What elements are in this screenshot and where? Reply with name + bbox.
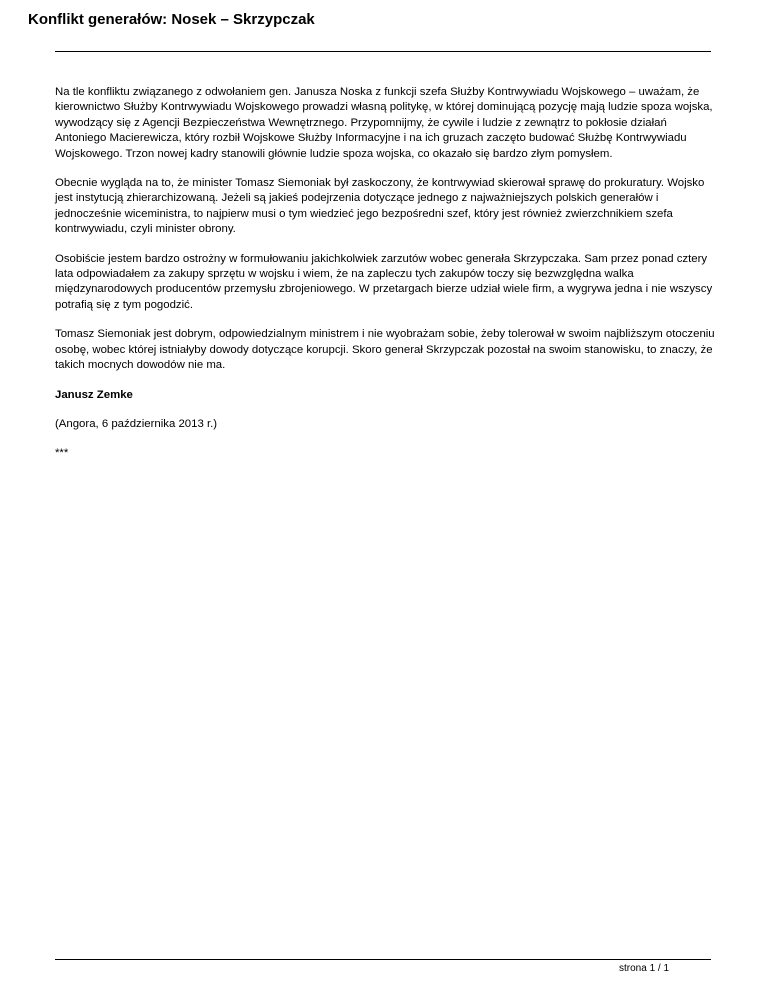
article-paragraph: Obecnie wygląda na to, że minister Tomasz Siemoniak był zaskoczony, że kontrwywiad skierował sprawę do prokuratury. Wojsko jest instytucją zhierarchizowaną. Jeżeli są jakieś podejrzenia dotyczące jednego z najważniejszych polskich generałów i jednocześnie wiceministra, to najpierw musi o tym wiedzieć jego bezpośredni szef, który jest również zwierzchnikiem szefa kontrwywiadu, czyli minister obrony. [55,177,705,236]
page-title: Konflikt generałów: Nosek – Skrzypczak [28,11,315,28]
article-paragraph: Na tle konfliktu związanego z odwołaniem gen. Janusza Noska z funkcji szefa Służby Kontrwywiadu Wojskowego – uważam, że kierownictwo Służby Kontrwywiadu Wojskowego prowadzi własną politykę, w której dominującą pozycję mają ludzie spoza wojska, wywodzący się z Agencji Bezpieczeństwa Wewnętrznego. Przypomnijmy, że cywile i ludzie z zewnątrz to pokłosie działań Antoniego Macierewicza, który rozbił Wojskowe Służby Informacyjne i na ich gruzach zaczęto budować Służbę Kontrwywiadu Wojskowego. Trzon nowej kadry stanowili głównie ludzie spoza wojska, co okazało się bardzo złym pomysłem. [55,86,713,160]
section-separator: *** [55,447,69,460]
source-citation: (Angora, 6 października 2013 r.) [55,417,218,430]
article-paragraph: Tomasz Siemoniak jest dobrym, odpowiedzialnym ministrem i nie wyobrażam sobie, żeby tolerował w swoim najbliższym otoczeniu osobę, wobec której istniałyby dowody dotyczące korupcji. Skoro generał Skrzypczak pozostał na swoim stanowisku, to znaczy, że takich mocnych dowodów nie ma. [55,328,715,372]
title-divider [55,51,711,52]
page-number: strona 1 / 1 [619,963,670,974]
footer-divider [55,959,711,960]
article-paragraph: Osobiście jestem bardzo ostrożny w formułowaniu jakichkolwiek zarzutów wobec generała Skrzypczaka. Sam przez ponad cztery lata odpowiadałem za zakupy sprzętu w wojsku i wiem, że na zapleczu tych zakupów toczy się bezwzględna walka międzynarodowych producentów przemysłu zbrojeniowego. W przetargach bierze udział wiele firm, a wygrywa jedna i nie wszyscy potrafią się z tym pogodzić. [55,252,713,311]
author-name: Janusz Zemke [55,388,133,401]
article-body [55,85,717,476]
